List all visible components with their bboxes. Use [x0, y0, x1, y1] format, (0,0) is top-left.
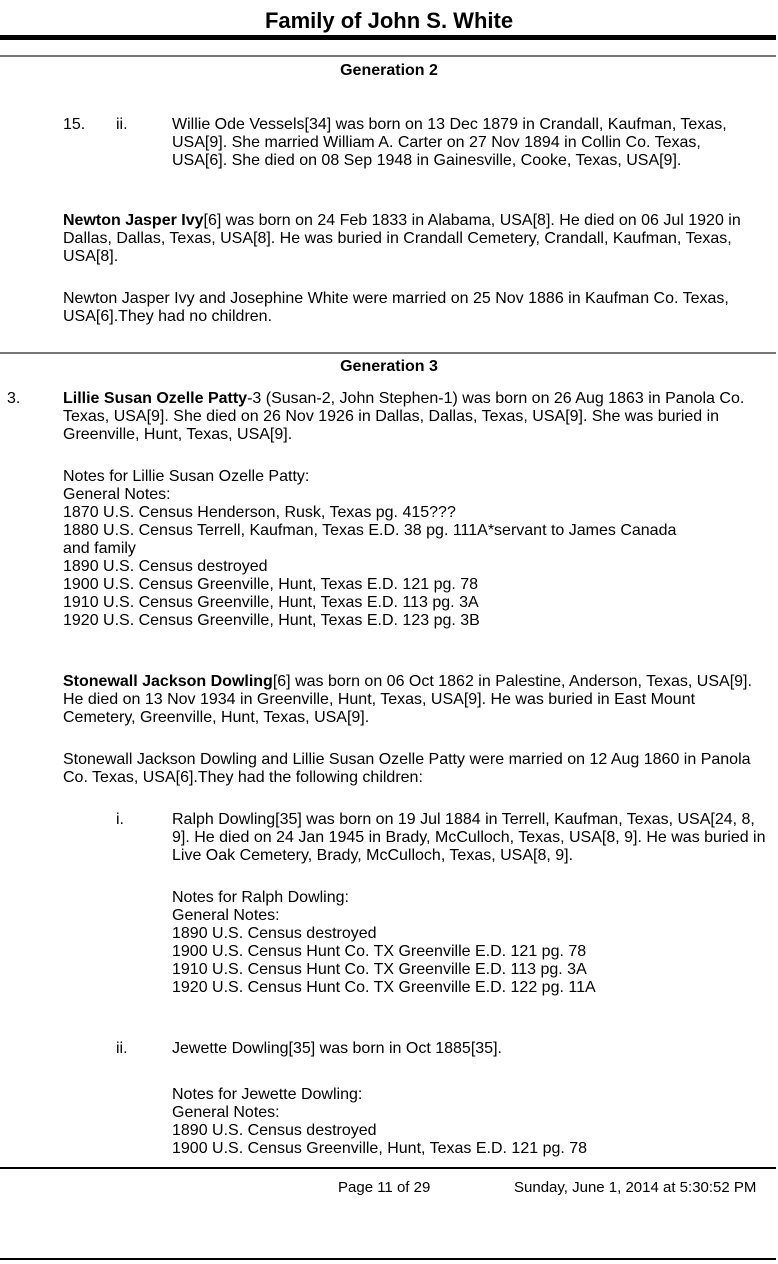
newton-entry	[63, 212, 753, 266]
person-details: [6] was born on 06 Oct 1862 in Palestine, Anderson, Texas, USA[9]. He died on 13 Nov 1934 in Greenville, Hunt, Texas, USA[9]. He was buried in East Mount Cemetery, Greenville, Hunt, Texas, USA[9].	[63, 673, 752, 726]
notes-line: 1890 U.S. Census destroyed	[63, 558, 268, 575]
notes-line: Notes for Ralph Dowling:	[172, 889, 349, 906]
notes-line: Notes for Lillie Susan Ozelle Patty:	[63, 468, 310, 485]
generation-3-heading: Generation 3	[340, 358, 438, 375]
jewette-notes	[172, 1086, 772, 1158]
stonewall-marriage-text: Stonewall Jackson Dowling and Lillie Susan Ozelle Patty were married on 12 Aug 1860 in Panola Co. Texas, USA[6].They had the following children:	[63, 751, 751, 786]
person-name: Stonewall Jackson Dowling	[63, 673, 273, 690]
notes-line: 1900 U.S. Census Greenville, Hunt, Texas E.D. 121 pg. 78	[172, 1140, 588, 1157]
willie-entry-text: Willie Ode Vessels[34] was born on 13 Dec 1879 in Crandall, Kaufman, Texas, USA[9]. She married William A. Carter on 27 Nov 1894 in Collin Co. Texas, USA[6]. She died on 08 Sep 1948 in Gainesville, Cooke, Texas, USA[9].	[172, 116, 727, 169]
notes-line: 1900 U.S. Census Hunt Co. TX Greenville E.D. 121 pg. 78	[172, 943, 587, 960]
entry-number: 15.	[63, 116, 86, 133]
stonewall-entry	[63, 673, 768, 727]
person-name: Lillie Susan Ozelle Patty	[63, 390, 248, 407]
notes-line: 1890 U.S. Census destroyed	[172, 1122, 377, 1139]
notes-line: Notes for Jewette Dowling:	[172, 1086, 363, 1103]
section-divider	[0, 55, 776, 57]
notes-line: 1920 U.S. Census Hunt Co. TX Greenville E.D. 122 pg. 11A	[172, 979, 596, 996]
footer-rule	[0, 1167, 776, 1169]
notes-line: 1920 U.S. Census Greenville, Hunt, Texas E.D. 123 pg. 3B	[63, 612, 480, 629]
person-name: Newton Jasper Ivy	[63, 212, 204, 229]
notes-line: 1890 U.S. Census destroyed	[172, 925, 377, 942]
child-roman-numeral: i.	[116, 811, 124, 828]
person-details: -3 (Susan-2, John Stephen-1) was born on 26 Aug 1863 in Panola Co. Texas, USA[9]. She died on 26 Nov 1926 in Dallas, Dallas, Texas, USA[9]. She was buried in Greenville, Hunt, Texas, USA[9].	[63, 390, 745, 443]
notes-line: General Notes:	[63, 486, 171, 503]
notes-line: 1870 U.S. Census Henderson, Rusk, Texas pg. 415???	[63, 504, 456, 521]
ralph-notes	[172, 889, 772, 997]
newton-marriage-text: Newton Jasper Ivy and Josephine White were married on 25 Nov 1886 in Kaufman Co. Texas, USA[6].They had no children.	[63, 290, 729, 325]
entry-number: 3.	[7, 390, 21, 407]
lillie-entry	[63, 390, 768, 444]
page-number: Page 11 of 29	[338, 1179, 431, 1196]
notes-line: 1910 U.S. Census Greenville, Hunt, Texas E.D. 113 pg. 3A	[63, 594, 479, 611]
section-divider	[0, 352, 776, 354]
page-title: Family of John S. White	[264, 8, 514, 33]
ralph-entry-text: Ralph Dowling[35] was born on 19 Jul 1884 in Terrell, Kaufman, Texas, USA[24, 8, 9]. He died on 24 Jan 1945 in Brady, McCulloch, Texas, USA[8, 9]. He was buried in Live Oak Cemetery, Brady, McCulloch, Texas, USA[8, 9].	[172, 811, 766, 864]
notes-line: and family	[63, 540, 136, 557]
child-roman-numeral: ii.	[116, 116, 128, 133]
lillie-notes	[63, 468, 773, 630]
notes-line: 1910 U.S. Census Hunt Co. TX Greenville E.D. 113 pg. 3A	[172, 961, 587, 978]
notes-line: 1880 U.S. Census Terrell, Kaufman, Texas E.D. 38 pg. 111A*servant to James Canada	[63, 522, 677, 539]
title-rule	[0, 35, 776, 40]
child-roman-numeral: ii.	[116, 1040, 128, 1057]
jewette-entry-text: Jewette Dowling[35] was born in Oct 1885[35].	[172, 1040, 502, 1057]
print-date: Sunday, June 1, 2014 at 5:30:52 PM	[514, 1179, 757, 1196]
page-bottom-rule	[0, 1258, 776, 1260]
notes-line: 1900 U.S. Census Greenville, Hunt, Texas E.D. 121 pg. 78	[63, 576, 479, 593]
person-details: [6] was born on 24 Feb 1833 in Alabama, USA[8]. He died on 06 Jul 1920 in Dallas, Dallas, Texas, USA[8]. He was buried in Crandall Cemetery, Crandall, Kaufman, Texas, USA[8].	[63, 212, 741, 265]
notes-line: General Notes:	[172, 1104, 280, 1121]
notes-line: General Notes:	[172, 907, 280, 924]
generation-2-heading: Generation 2	[340, 62, 438, 79]
